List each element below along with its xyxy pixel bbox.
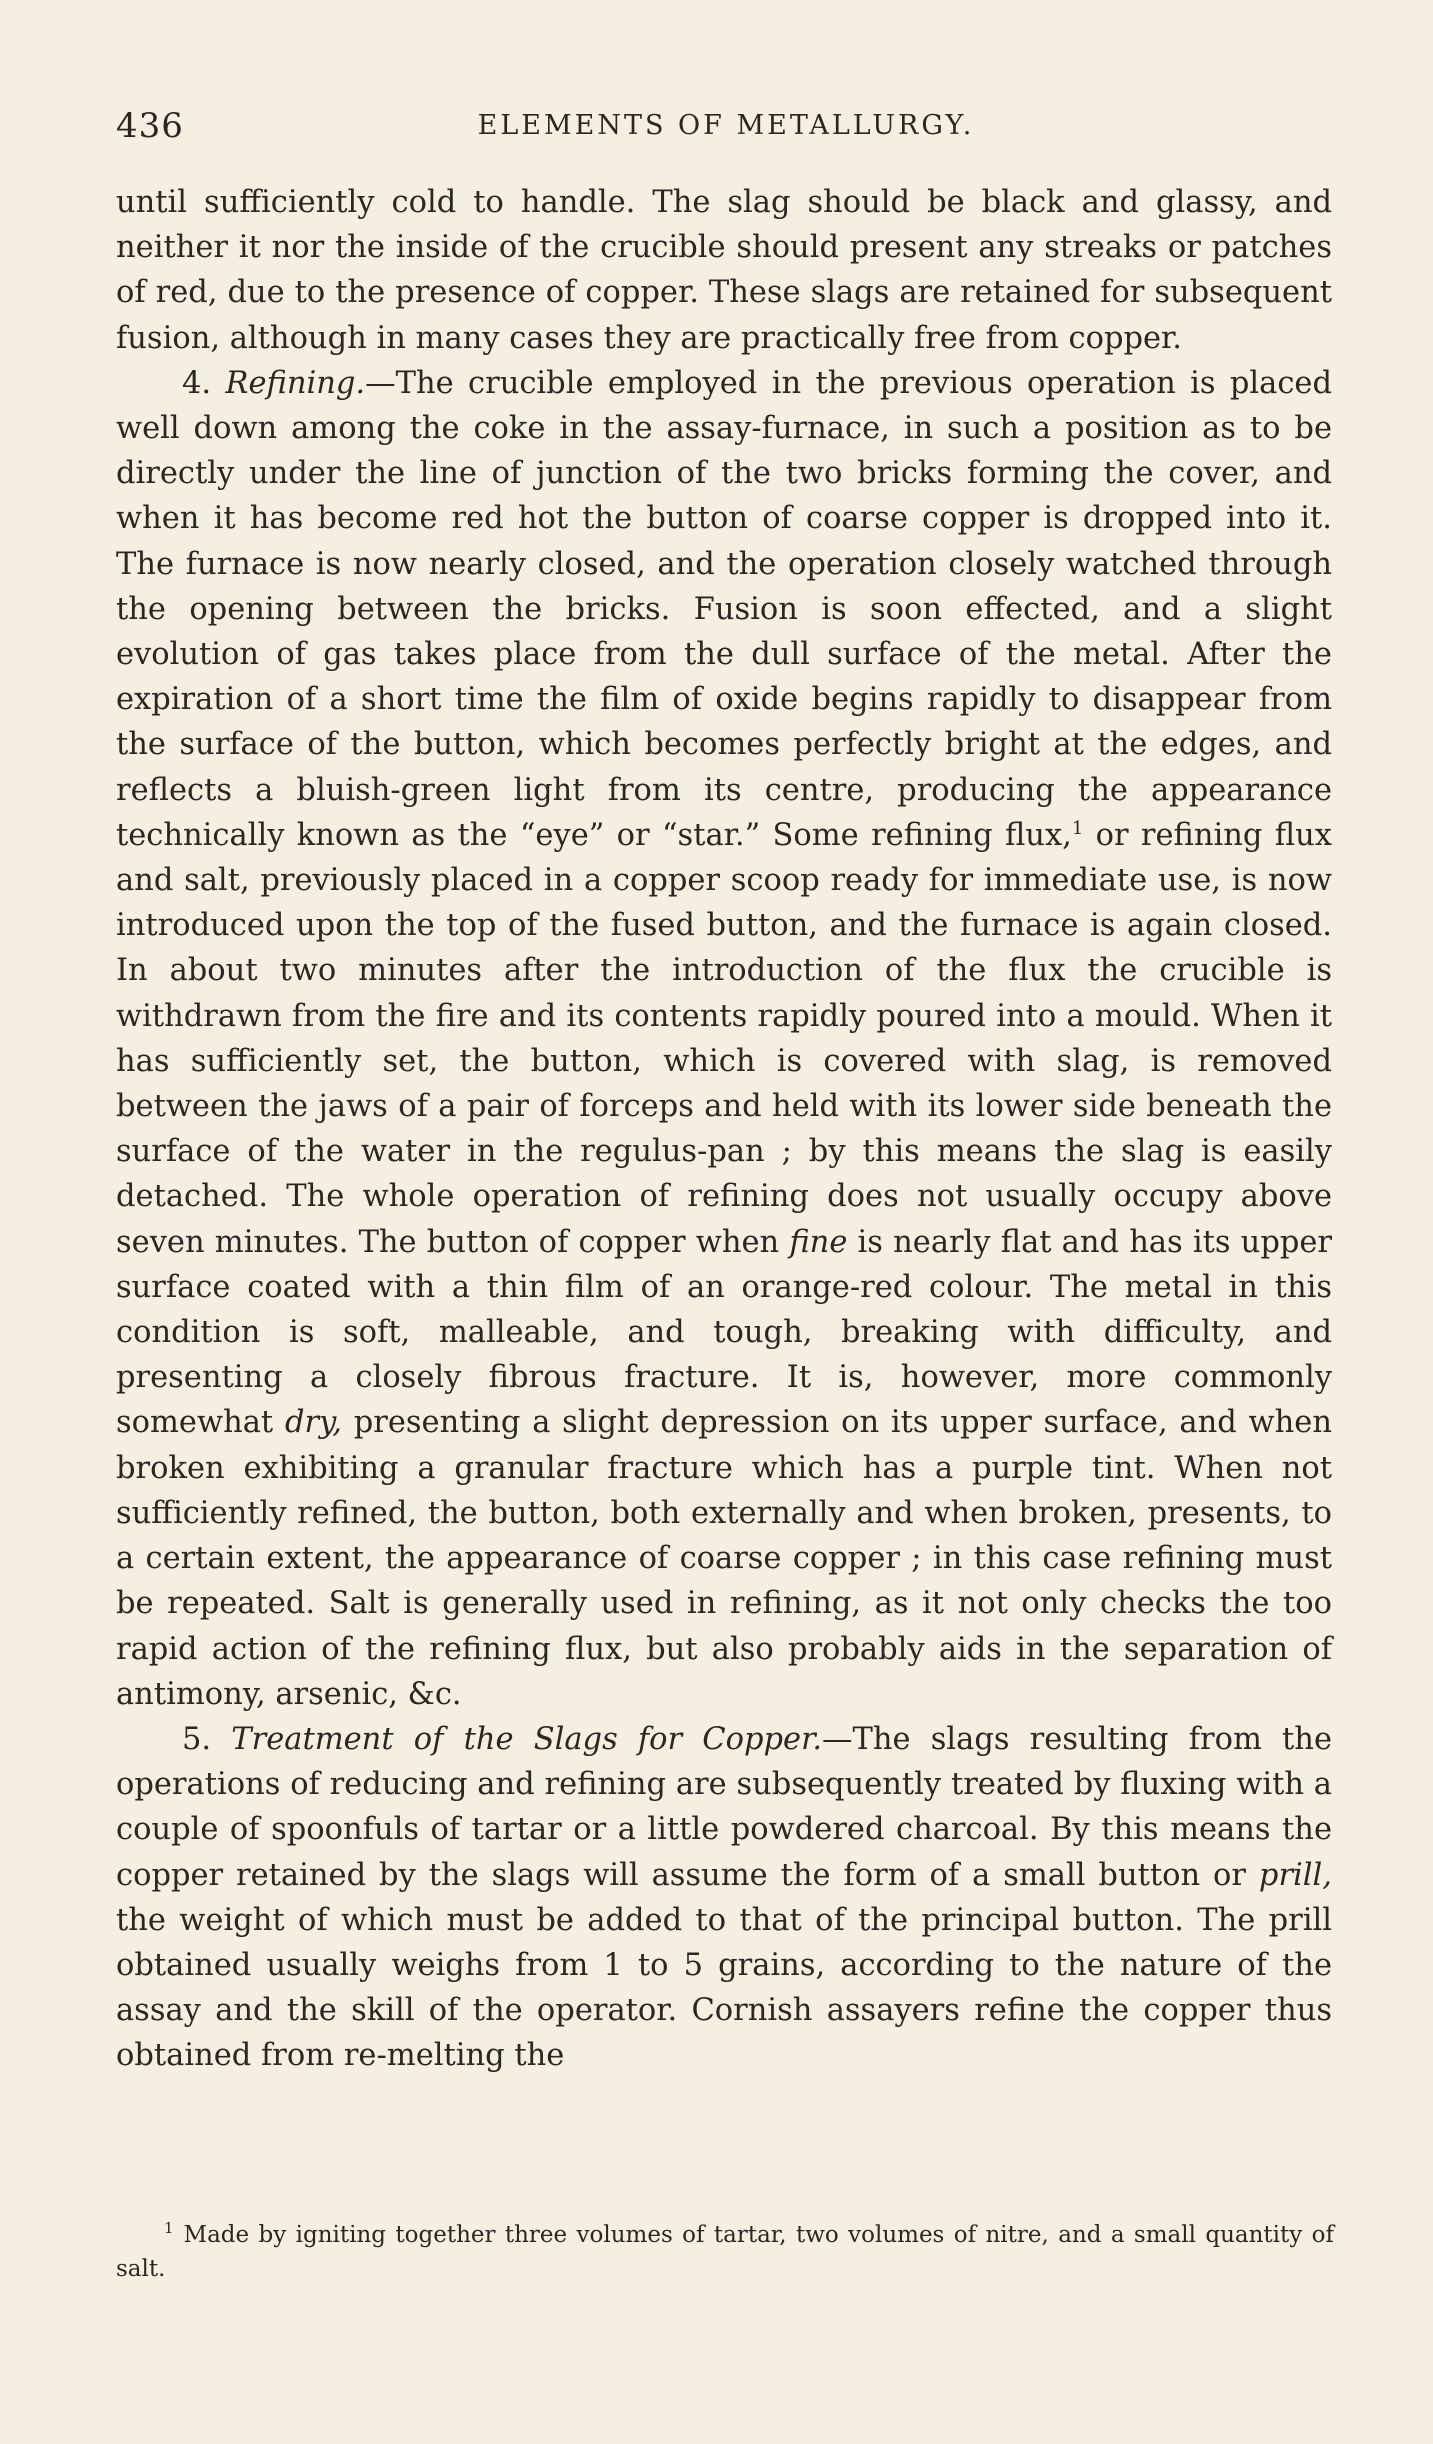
paragraph-slag-treatment: [116, 1717, 1332, 2079]
emphasis-prill: prill,: [1258, 1857, 1332, 1893]
paragraph-text: until sufficiently cold to handle. The slag should be black and glassy, and neither it nor the inside of the crucible should present any streaks or patches of red, due to the presence of copper. These slags are retained for subsequent fusion, although in many cases they are practically free from copper.: [116, 185, 1332, 356]
footnote-marker: 1: [164, 2219, 174, 2238]
paragraph-refining: [116, 361, 1332, 1717]
section-number: 4.: [182, 365, 212, 401]
section-heading-refining: Refining.: [225, 365, 366, 401]
paragraph-text: or refining flux and salt, previously placed in a copper scoop ready for immediate use, is now introduced upon the top of the fused button, and the furnace is again closed. In about two minutes after the introduction of the flux the crucible is withdrawn from the fire and its contents rapidly poured into a mould. When it has sufficiently set, the button, which is covered with slag, is removed between the jaws of a pair of forceps and held with its lower side beneath the surface of the water in the regulus-pan ; by this means the slag is easily detached. The whole operation of refining does not usually occupy above seven minutes. The button of copper when: [116, 817, 1332, 1260]
footnote: [116, 2218, 1334, 2286]
paragraph-text: the weight of which must be added to that of the principal button. The prill obtained usually weighs from 1 to 5 grains, according to the nature of the assay and the skill of the operator. Cornish assayers refine the copper thus obtained from re-melting the: [116, 1902, 1332, 2074]
page-header: [116, 106, 1336, 156]
footnote-reference: 1: [1071, 817, 1084, 839]
running-title: ELEMENTS OF METALLURGY.: [477, 110, 975, 141]
emphasis-fine: fine: [789, 1224, 848, 1260]
section-heading-slags: Treatment of the Slags for Copper.: [231, 1721, 823, 1757]
body-text: [116, 180, 1332, 2079]
footnotes: [116, 2218, 1334, 2286]
paragraph-text: —The slags resulting from the operations of reducing and refining are subsequently treated by fluxing with a couple of spoonfuls of tartar or a little powdered charcoal. By this means the copper retained by the slags will assume the form of a small button or: [116, 1721, 1333, 1893]
page-number: 436: [116, 106, 184, 146]
emphasis-dry: dry,: [284, 1405, 342, 1441]
paragraph-continuation: [116, 180, 1332, 361]
paragraph-text: presenting a slight depression on its upper surface, and when broken exhibiting a granular fracture which has a purple tint. When not sufficiently refined, the button, both externally and when broken, presents, to a certain extent, the appearance of coarse copper ; in this case refining must be repeated. Salt is generally used in refining, as it not only checks the too rapid action of the refining flux, but also probably aids in the separation of antimony, arsenic, &c.: [116, 1405, 1332, 1712]
paragraph-text: is nearly flat and has its upper surface coated with a thin film of an orange-red colour. The metal in this condition is soft, malleable, and tough, breaking with difficulty, and presenting a closely fibrous fracture. It is, however, more commonly somewhat: [116, 1224, 1332, 1441]
paragraph-text: —The crucible employed in the previous operation is placed well down among the coke in the assay-furnace, in such a position as to be directly under the line of junction of the two bricks forming the cover, and when it has become red hot the button of coarse copper is dropped into it. The furnace is now nearly closed, and the operation closely watched through the opening between the bricks. Fusion is soon effected, and a slight evolution of gas takes place from the dull surface of the metal. After the expiration of a short time the film of oxide begins rapidly to disappear from the surface of the button, which becomes perfectly bright at the edges, and reflects a bluish-green light from its centre, producing the appearance technically known as the “eye” or “star.” Some refining flux,: [116, 365, 1332, 853]
footnote-text: Made by igniting together three volumes of tartar, two volumes of nitre, and a small quantity of salt.: [116, 2222, 1334, 2282]
section-number: 5.: [182, 1721, 212, 1757]
